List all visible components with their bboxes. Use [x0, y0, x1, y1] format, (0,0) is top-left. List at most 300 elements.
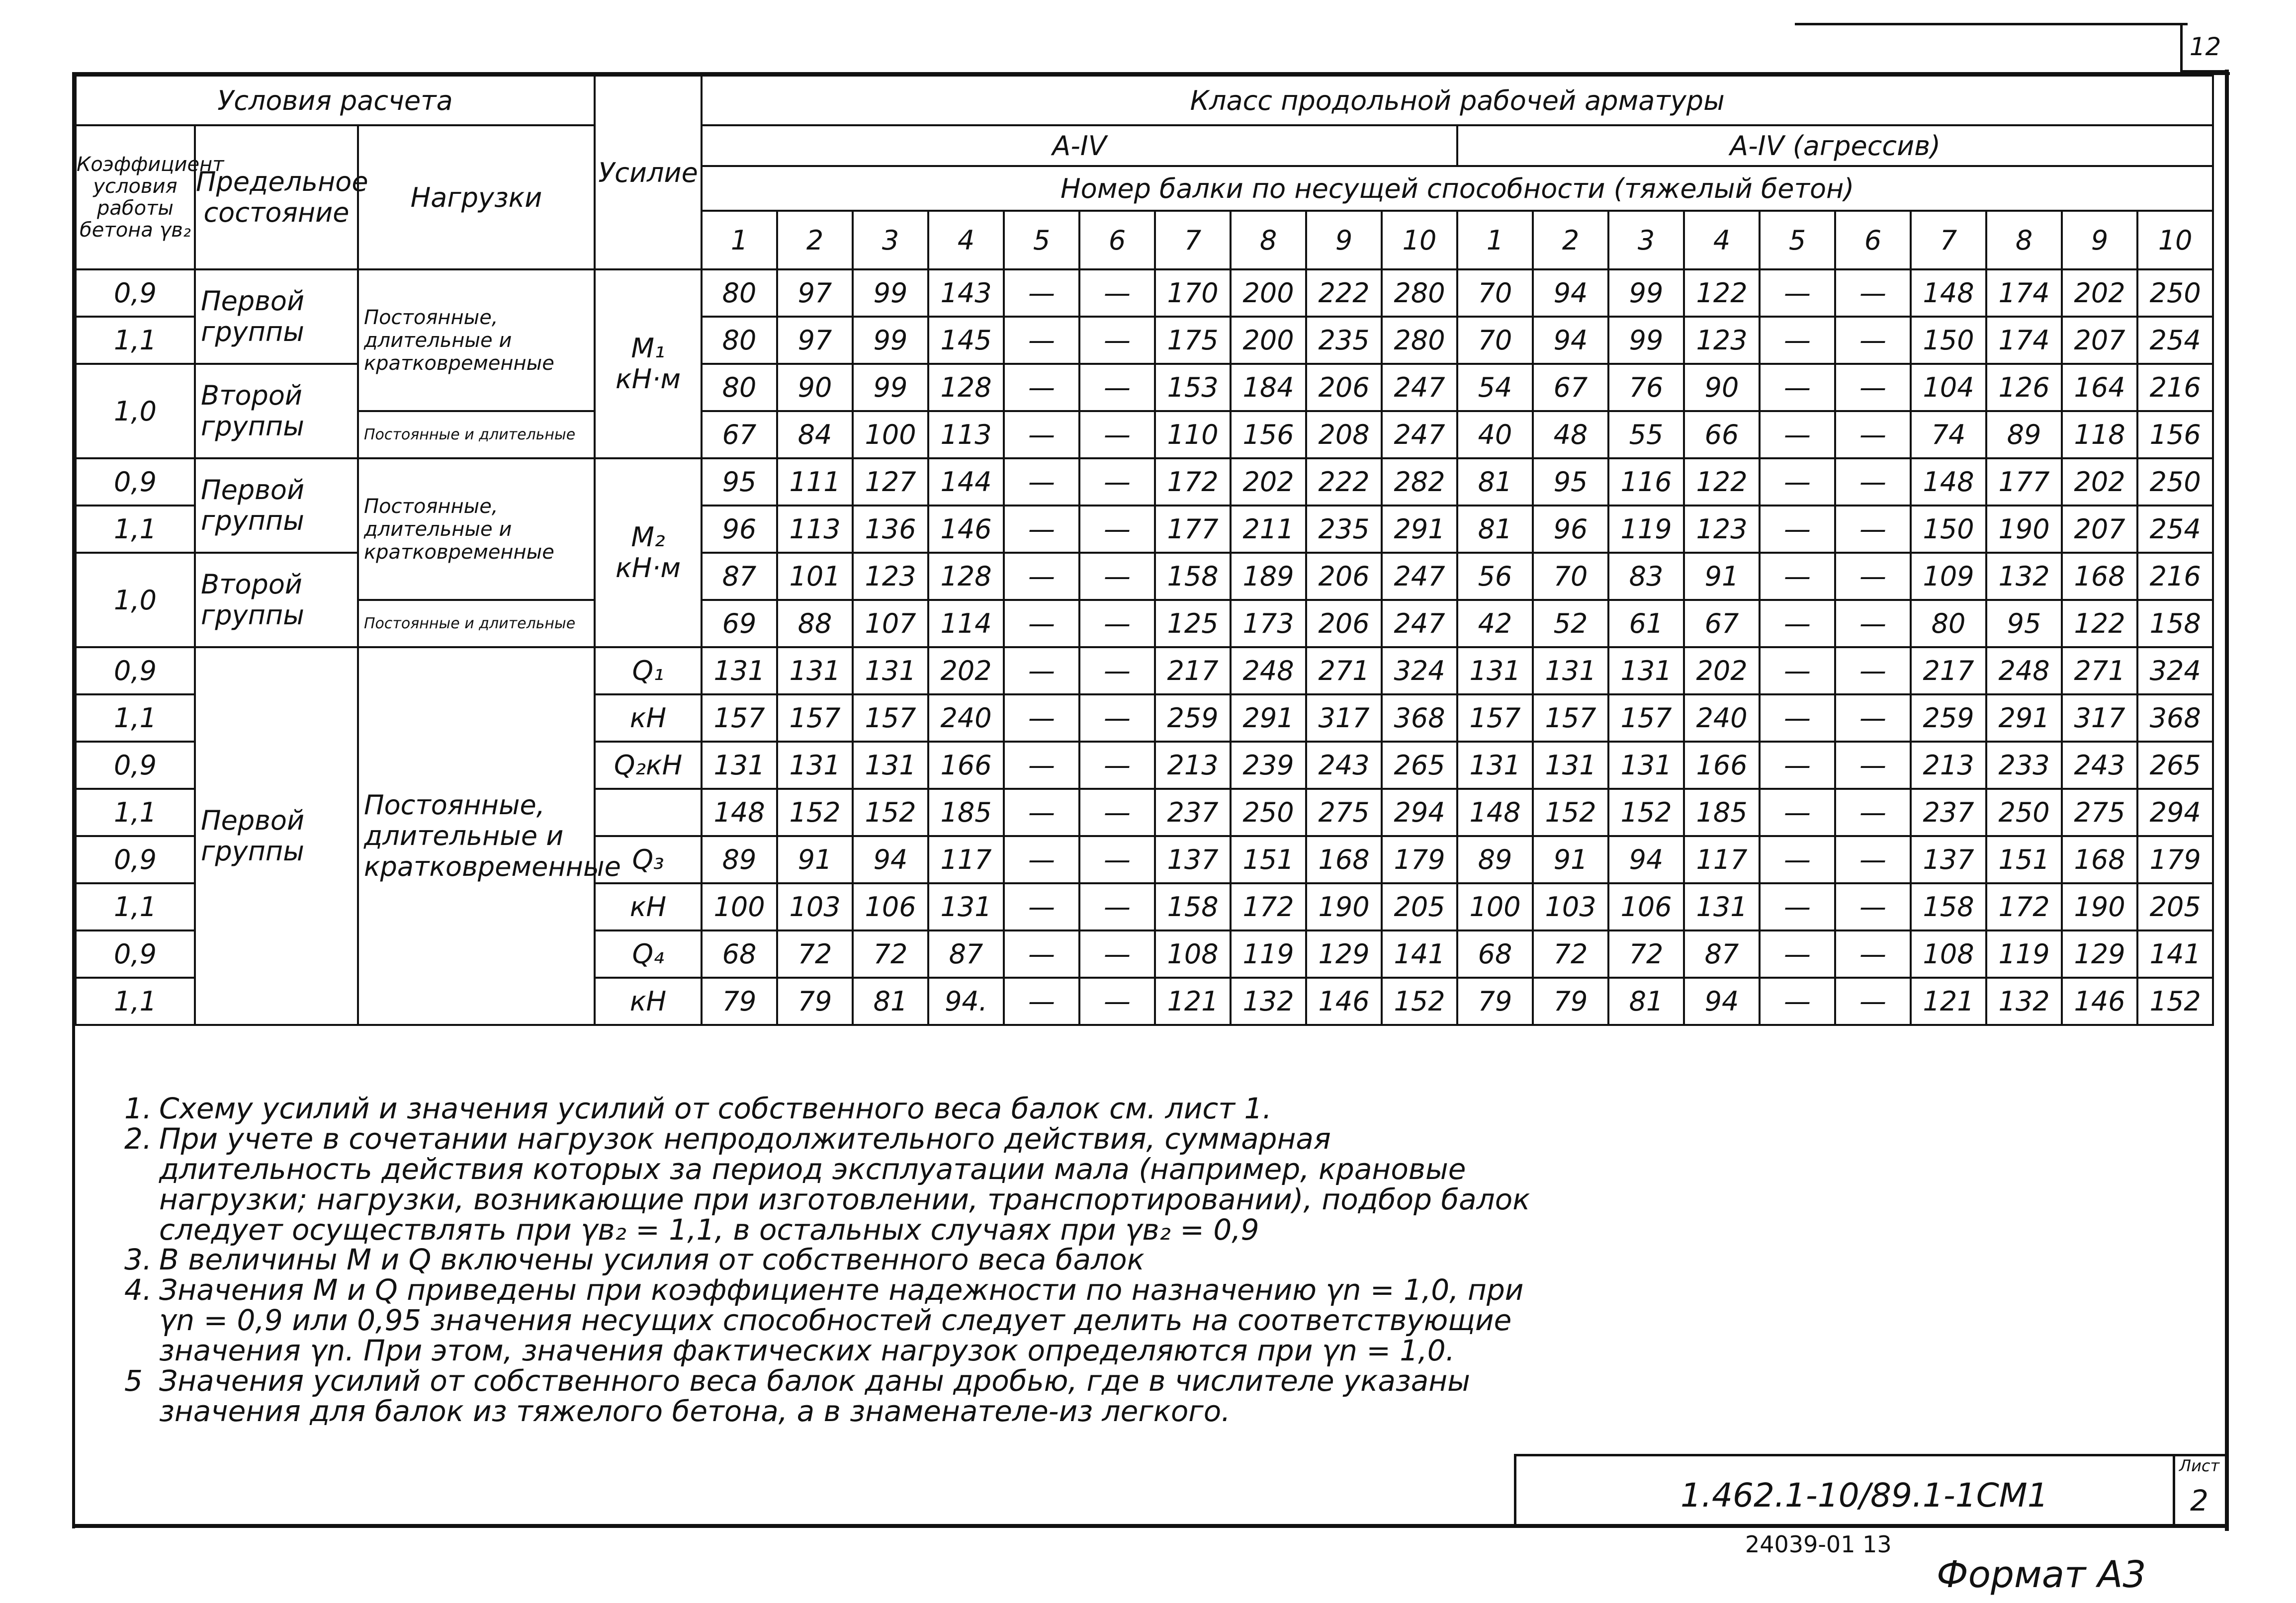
value-cell: 91	[777, 836, 853, 883]
value-cell: 100	[853, 411, 928, 458]
note-text: Значения M и Q приведены при коэффициенте надежности по назначению γn = 1,0, при γn = 0,9 или 0,95 значения несущих способностей следует делить на соответствующие значения γn. При этом, значения фактических нагрузок определяются при γn = 1,0.	[159, 1273, 1524, 1368]
header-beam-col: 4	[1684, 211, 1760, 269]
value-cell: —	[1760, 600, 1835, 647]
value-cell: 95	[702, 458, 777, 506]
value-cell: —	[1835, 506, 1911, 553]
value-cell: 265	[2137, 742, 2213, 789]
value-cell: 100	[1457, 883, 1533, 930]
force-cell	[595, 269, 702, 458]
value-cell: 175	[1155, 317, 1231, 364]
value-cell: 275	[1306, 789, 1382, 836]
value-cell: 99	[1608, 317, 1684, 364]
value-cell: 202	[2062, 269, 2137, 317]
value-cell: 99	[853, 269, 928, 317]
value-cell: 61	[1608, 600, 1684, 647]
value-cell: 81	[1457, 506, 1533, 553]
value-cell: 294	[1382, 789, 1457, 836]
value-cell: —	[1760, 458, 1835, 506]
note-text: В величины M и Q включены усилия от собственного веса балок	[159, 1243, 1145, 1277]
value-cell: 190	[1306, 883, 1382, 930]
value-cell: 157	[1608, 694, 1684, 742]
value-cell: 206	[1306, 553, 1382, 600]
limit-state-cell: Первой группы	[195, 269, 358, 364]
value-cell: 116	[1608, 458, 1684, 506]
value-cell: 129	[1306, 930, 1382, 978]
value-cell: 87	[1684, 930, 1760, 978]
coef-cell: 1,1	[76, 789, 195, 836]
value-cell: 94	[1608, 836, 1684, 883]
value-cell: —	[1004, 789, 1079, 836]
value-cell: 148	[1911, 458, 1986, 506]
value-cell: —	[1079, 364, 1155, 411]
value-cell: 172	[1986, 883, 2062, 930]
sheet-cell	[2173, 1456, 2227, 1527]
value-cell: 121	[1911, 978, 1986, 1025]
value-cell: 200	[1231, 269, 1306, 317]
value-cell: 271	[1306, 647, 1382, 694]
value-cell: 90	[1684, 364, 1760, 411]
coef-cell: 1,0	[76, 553, 195, 647]
value-cell: 205	[2137, 883, 2213, 930]
value-cell: 80	[702, 364, 777, 411]
value-cell: 128	[928, 364, 1004, 411]
value-cell: 123	[1684, 317, 1760, 364]
value-cell: 106	[1608, 883, 1684, 930]
value-cell: —	[1004, 317, 1079, 364]
value-cell: 217	[1911, 647, 1986, 694]
value-cell: 190	[2062, 883, 2137, 930]
header-limit-state: Предельное состояние	[195, 125, 358, 269]
value-cell: —	[1079, 883, 1155, 930]
value-cell: 168	[2062, 553, 2137, 600]
value-cell: 113	[928, 411, 1004, 458]
value-cell: 131	[1608, 647, 1684, 694]
value-cell: 137	[1155, 836, 1231, 883]
value-cell: 87	[928, 930, 1004, 978]
header-beam-col: 9	[2062, 211, 2137, 269]
value-cell: 151	[1231, 836, 1306, 883]
value-cell: —	[1835, 553, 1911, 600]
note-number: 3.	[124, 1243, 152, 1277]
value-cell: 141	[1382, 930, 1457, 978]
frame-right-rule	[2225, 70, 2229, 1531]
force-symbol: M₁	[631, 332, 665, 364]
value-cell: 168	[1306, 836, 1382, 883]
value-cell: —	[1004, 364, 1079, 411]
value-cell: 164	[2062, 364, 2137, 411]
value-cell: 131	[1457, 647, 1533, 694]
value-cell: 250	[2137, 458, 2213, 506]
value-cell: 254	[2137, 506, 2213, 553]
page-number: 12	[2189, 32, 2221, 61]
value-cell: 131	[1533, 647, 1608, 694]
value-cell: 184	[1231, 364, 1306, 411]
value-cell: —	[1079, 930, 1155, 978]
value-cell: 72	[853, 930, 928, 978]
value-cell: 247	[1382, 411, 1457, 458]
value-cell: —	[1079, 600, 1155, 647]
value-cell: 40	[1457, 411, 1533, 458]
force-unit: кН	[645, 750, 683, 781]
value-cell: —	[1004, 883, 1079, 930]
value-cell: 259	[1911, 694, 1986, 742]
value-cell: 122	[1684, 269, 1760, 317]
value-cell: 235	[1306, 506, 1382, 553]
value-cell: 107	[853, 600, 928, 647]
value-cell: 108	[1155, 930, 1231, 978]
header-loads: Нагрузки	[358, 125, 595, 269]
header-beam-col: 3	[853, 211, 928, 269]
value-cell: —	[1835, 269, 1911, 317]
value-cell: —	[1835, 694, 1911, 742]
force-symbol: Q₃	[632, 844, 664, 875]
value-cell: 324	[2137, 647, 2213, 694]
value-cell: 166	[928, 742, 1004, 789]
header-class-a4: А-IV	[702, 125, 1457, 166]
value-cell: 81	[853, 978, 928, 1025]
value-cell: 259	[1155, 694, 1231, 742]
header-beam-col: 6	[1079, 211, 1155, 269]
note-item	[124, 1094, 1541, 1124]
value-cell: 265	[1382, 742, 1457, 789]
value-cell: 174	[1986, 269, 2062, 317]
value-cell: 79	[1457, 978, 1533, 1025]
value-cell: 222	[1306, 458, 1382, 506]
value-cell: 243	[1306, 742, 1382, 789]
value-cell: 80	[702, 317, 777, 364]
value-cell: 146	[928, 506, 1004, 553]
value-cell: 158	[1911, 883, 1986, 930]
header-class-a4-aggressive: А-IV (агрессив)	[1457, 125, 2213, 166]
value-cell: 123	[853, 553, 928, 600]
value-cell: —	[1835, 883, 1911, 930]
header-beam-col: 7	[1911, 211, 1986, 269]
note-item	[124, 1275, 1541, 1366]
value-cell: 172	[1231, 883, 1306, 930]
value-cell: 177	[1986, 458, 2062, 506]
page-number-box	[2180, 23, 2228, 73]
loads-cell: Постоянные, длительные и кратковременные	[358, 647, 595, 1025]
loads-cell: Постоянные, длительные и кратковременные	[358, 458, 595, 600]
value-cell: 250	[1231, 789, 1306, 836]
value-cell: 97	[777, 317, 853, 364]
value-cell: 76	[1608, 364, 1684, 411]
top-border-line	[1795, 23, 2188, 25]
value-cell: 131	[1457, 742, 1533, 789]
value-cell: 247	[1382, 364, 1457, 411]
note-number: 1.	[124, 1092, 152, 1125]
value-cell: 173	[1231, 600, 1306, 647]
value-cell: 99	[853, 317, 928, 364]
value-cell: 158	[1155, 883, 1231, 930]
value-cell: 99	[853, 364, 928, 411]
force-cell	[595, 883, 702, 930]
value-cell: 247	[1382, 600, 1457, 647]
value-cell: —	[1004, 269, 1079, 317]
value-cell: —	[1835, 317, 1911, 364]
value-cell: 150	[1911, 506, 1986, 553]
coef-cell: 0,9	[76, 742, 195, 789]
value-cell: 271	[2062, 647, 2137, 694]
header-beam-col: 10	[1382, 211, 1457, 269]
value-cell: —	[1760, 411, 1835, 458]
header-beam-col: 5	[1760, 211, 1835, 269]
value-cell: 131	[777, 742, 853, 789]
format-label: Формат А3	[1937, 1553, 2146, 1596]
value-cell: 235	[1306, 317, 1382, 364]
value-cell: —	[1004, 506, 1079, 553]
value-cell: 117	[928, 836, 1004, 883]
value-cell: 233	[1986, 742, 2062, 789]
value-cell: 83	[1608, 553, 1684, 600]
value-cell: 103	[1533, 883, 1608, 930]
note-number: 4.	[124, 1273, 152, 1307]
coef-cell: 0,9	[76, 930, 195, 978]
value-cell: —	[1079, 789, 1155, 836]
force-unit: кН	[629, 702, 667, 734]
value-cell: 137	[1911, 836, 1986, 883]
value-cell: 119	[1986, 930, 2062, 978]
value-cell: —	[1004, 930, 1079, 978]
value-cell: 317	[2062, 694, 2137, 742]
value-cell: —	[1835, 647, 1911, 694]
value-cell: 152	[1382, 978, 1457, 1025]
value-cell: 66	[1684, 411, 1760, 458]
value-cell: 70	[1457, 269, 1533, 317]
value-cell: 152	[777, 789, 853, 836]
value-cell: —	[1079, 506, 1155, 553]
coef-cell: 0,9	[76, 647, 195, 694]
value-cell: —	[1760, 506, 1835, 553]
value-cell: 131	[928, 883, 1004, 930]
value-cell: 148	[1457, 789, 1533, 836]
value-cell: 280	[1382, 317, 1457, 364]
value-cell: —	[1004, 411, 1079, 458]
sheet-label: Лист	[2179, 1456, 2220, 1475]
value-cell: 131	[702, 647, 777, 694]
value-cell: 113	[777, 506, 853, 553]
value-cell: 94	[1533, 269, 1608, 317]
value-cell: 123	[1684, 506, 1760, 553]
value-cell: —	[1079, 978, 1155, 1025]
value-cell: —	[1079, 836, 1155, 883]
coef-cell: 1,1	[76, 883, 195, 930]
header-beam-col: 4	[928, 211, 1004, 269]
value-cell: 88	[777, 600, 853, 647]
note-number: 5	[124, 1364, 143, 1398]
force-symbol: Q₂	[614, 750, 646, 781]
value-cell: —	[1760, 269, 1835, 317]
value-cell: 94.	[928, 978, 1004, 1025]
value-cell: 243	[2062, 742, 2137, 789]
value-cell: 179	[1382, 836, 1457, 883]
header-beam-col: 8	[1986, 211, 2062, 269]
value-cell: 291	[1231, 694, 1306, 742]
value-cell: 190	[1986, 506, 2062, 553]
value-cell: 157	[1457, 694, 1533, 742]
value-cell: —	[1760, 317, 1835, 364]
force-cell	[595, 930, 702, 978]
header-beam-col: 8	[1231, 211, 1306, 269]
value-cell: 48	[1533, 411, 1608, 458]
value-cell: 146	[1306, 978, 1382, 1025]
value-cell: 94	[853, 836, 928, 883]
value-cell: 185	[1684, 789, 1760, 836]
header-beam-col: 6	[1835, 211, 1911, 269]
header-beam-number: Номер балки по несущей способности (тяжелый бетон)	[702, 166, 2213, 211]
value-cell: 151	[1986, 836, 2062, 883]
loads-cell-short: Постоянные и длительные	[358, 600, 595, 647]
value-cell: 129	[2062, 930, 2137, 978]
value-cell: 216	[2137, 364, 2213, 411]
coef-cell: 1,1	[76, 694, 195, 742]
value-cell: 56	[1457, 553, 1533, 600]
value-cell: 91	[1684, 553, 1760, 600]
value-cell: 111	[777, 458, 853, 506]
value-cell: 118	[2062, 411, 2137, 458]
value-cell: 69	[702, 600, 777, 647]
value-cell: —	[1079, 411, 1155, 458]
loads-cell-short: Постоянные и длительные	[358, 411, 595, 458]
value-cell: 95	[1533, 458, 1608, 506]
value-cell: 109	[1911, 553, 1986, 600]
value-cell: 90	[777, 364, 853, 411]
forces-table	[75, 75, 2214, 1026]
value-cell: 97	[777, 269, 853, 317]
value-cell: 211	[1231, 506, 1306, 553]
value-cell: 146	[2062, 978, 2137, 1025]
value-cell: 202	[1231, 458, 1306, 506]
archive-number: 24039-01 13	[1745, 1531, 1892, 1558]
force-cell	[595, 742, 702, 789]
value-cell: 156	[2137, 411, 2213, 458]
value-cell: 103	[777, 883, 853, 930]
value-cell: 91	[1533, 836, 1608, 883]
coef-cell: 1,1	[76, 317, 195, 364]
note-item	[124, 1245, 1541, 1275]
value-cell: 121	[1155, 978, 1231, 1025]
value-cell: —	[1079, 458, 1155, 506]
value-cell: 206	[1306, 364, 1382, 411]
value-cell: 70	[1457, 317, 1533, 364]
value-cell: 202	[1684, 647, 1760, 694]
value-cell: 216	[2137, 553, 2213, 600]
value-cell: 68	[1457, 930, 1533, 978]
force-cell	[595, 647, 702, 694]
value-cell: 119	[1231, 930, 1306, 978]
header-beam-col: 7	[1155, 211, 1231, 269]
value-cell: 250	[1986, 789, 2062, 836]
value-cell: 282	[1382, 458, 1457, 506]
value-cell: —	[1760, 364, 1835, 411]
value-cell: 208	[1306, 411, 1382, 458]
coef-cell: 1,1	[76, 978, 195, 1025]
value-cell: 324	[1382, 647, 1457, 694]
force-cell	[595, 458, 702, 647]
value-cell: 152	[1608, 789, 1684, 836]
value-cell: 131	[702, 742, 777, 789]
value-cell: 131	[777, 647, 853, 694]
value-cell: 132	[1986, 978, 2062, 1025]
header-beam-col: 3	[1608, 211, 1684, 269]
force-symbol: Q₁	[632, 655, 664, 686]
value-cell: 141	[2137, 930, 2213, 978]
value-cell: 156	[1231, 411, 1306, 458]
value-cell: —	[1760, 836, 1835, 883]
value-cell: —	[1835, 411, 1911, 458]
header-beam-col: 1	[702, 211, 777, 269]
value-cell: 79	[1533, 978, 1608, 1025]
value-cell: 100	[702, 883, 777, 930]
value-cell: —	[1760, 883, 1835, 930]
note-text: При учете в сочетании нагрузок непродолжительного действия, суммарная длительность действия которых за период эксплуатации мала (например, крановые нагрузки; нагрузки, возникающие при изготовлении, транспортировании), подбор балок следует осуществлять при γв₂ = 1,1, в остальных случаях при γв₂ = 0,9	[159, 1121, 1530, 1247]
value-cell: 110	[1155, 411, 1231, 458]
document-code: 1.462.1-10/89.1-1СМ1	[1680, 1476, 2048, 1515]
value-cell: 132	[1986, 553, 2062, 600]
value-cell: 237	[1155, 789, 1231, 836]
value-cell: 157	[853, 694, 928, 742]
value-cell: —	[1079, 269, 1155, 317]
value-cell: 143	[928, 269, 1004, 317]
coef-cell: 1,0	[76, 364, 195, 458]
header-beam-col: 9	[1306, 211, 1382, 269]
value-cell: 114	[928, 600, 1004, 647]
value-cell: 157	[777, 694, 853, 742]
value-cell: 275	[2062, 789, 2137, 836]
value-cell: 177	[1155, 506, 1231, 553]
value-cell: 248	[1986, 647, 2062, 694]
force-cell	[595, 789, 702, 836]
value-cell: 153	[1155, 364, 1231, 411]
value-cell: 207	[2062, 506, 2137, 553]
value-cell: 157	[1533, 694, 1608, 742]
value-cell: —	[1079, 694, 1155, 742]
force-unit: кН	[629, 891, 667, 923]
limit-state-cell: Второй группы	[195, 364, 358, 458]
coef-cell: 0,9	[76, 836, 195, 883]
coef-cell: 1,1	[76, 506, 195, 553]
value-cell: 202	[2062, 458, 2137, 506]
header-force: Усилие	[595, 76, 702, 269]
value-cell: 101	[777, 553, 853, 600]
note-item	[124, 1121, 1541, 1247]
value-cell: 145	[928, 317, 1004, 364]
value-cell: —	[1835, 930, 1911, 978]
value-cell: 368	[1382, 694, 1457, 742]
value-cell: 128	[928, 553, 1004, 600]
value-cell: —	[1760, 789, 1835, 836]
value-cell: 240	[1684, 694, 1760, 742]
value-cell: —	[1079, 553, 1155, 600]
limit-state-cell: Первой группы	[195, 458, 358, 553]
note-text: Схему усилий и значения усилий от собственного веса балок см. лист 1.	[159, 1092, 1272, 1125]
title-stamp	[1514, 1454, 2227, 1527]
value-cell: 68	[702, 930, 777, 978]
header-beam-col: 1	[1457, 211, 1533, 269]
note-item	[124, 1366, 1541, 1427]
value-cell: 317	[1306, 694, 1382, 742]
value-cell: 74	[1911, 411, 1986, 458]
value-cell: 94	[1684, 978, 1760, 1025]
value-cell: 131	[1533, 742, 1608, 789]
value-cell: —	[1004, 694, 1079, 742]
value-cell: 72	[1608, 930, 1684, 978]
value-cell: 127	[853, 458, 928, 506]
value-cell: 79	[777, 978, 853, 1025]
value-cell: —	[1004, 978, 1079, 1025]
value-cell: 248	[1231, 647, 1306, 694]
sheet-number: 2	[2190, 1484, 2208, 1518]
